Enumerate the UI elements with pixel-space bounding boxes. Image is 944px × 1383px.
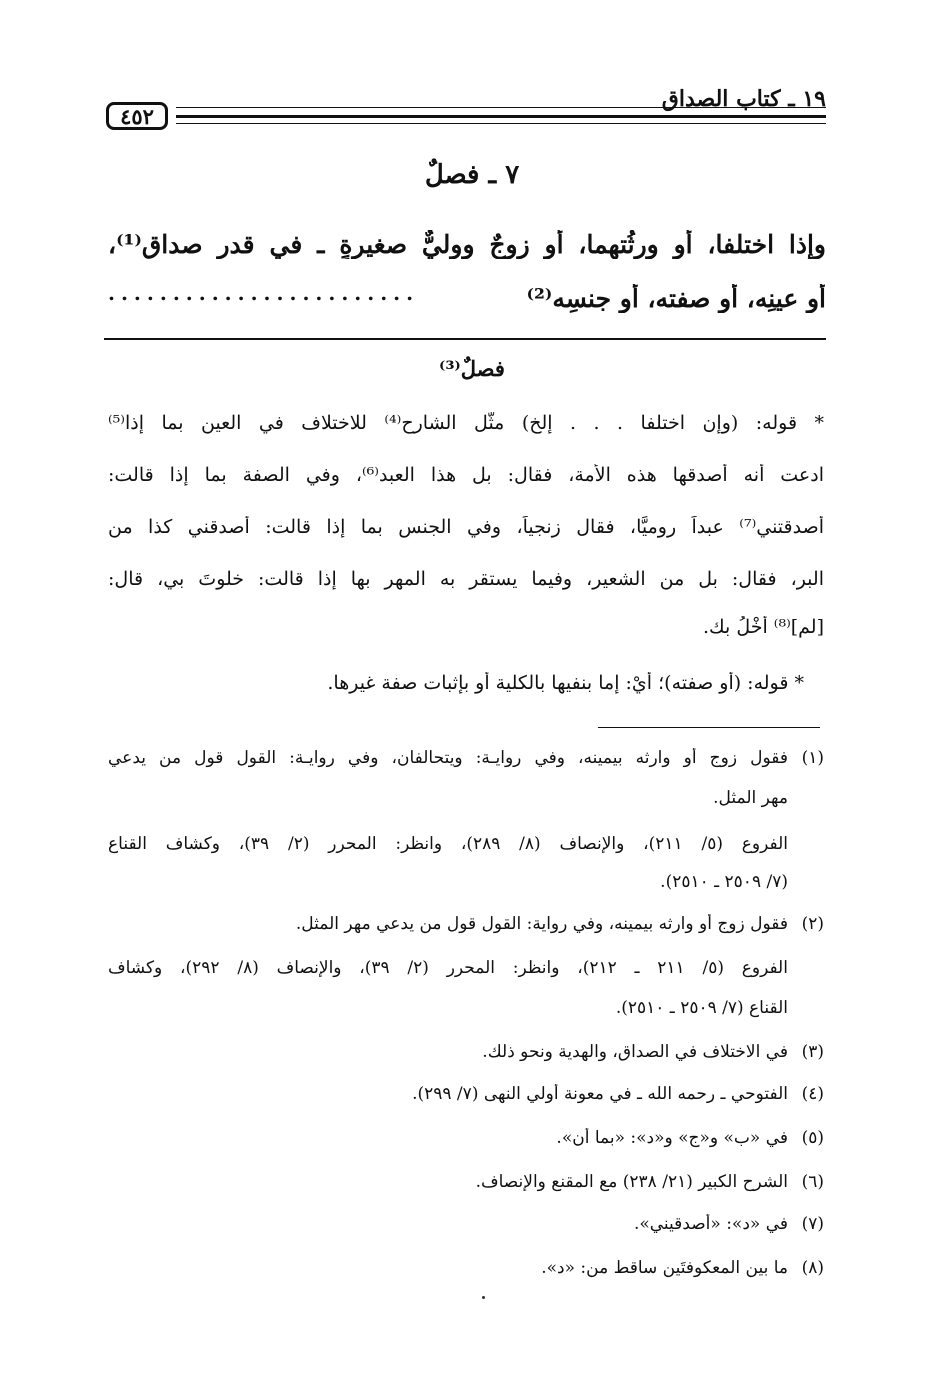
footnote-number: (٣) — [801, 1042, 824, 1062]
footnote-line: ما بين المعكوفتَين ساقط من: «د». — [541, 1258, 788, 1278]
footnote-line: في «د»: «أصدقيني». — [633, 1214, 788, 1234]
header-rule-thick — [176, 115, 826, 118]
footnote-line: الشرح الكبير (٢١/ ٢٣٨) مع المقنع والإنصاف. — [475, 1172, 788, 1192]
footnote-line: فقول زوج أو وارثه بيمينه، وفي روايـة: ويتحالفان، وفي روايـة: القول قول من يدعي — [108, 748, 788, 768]
footnote-number: (٦) — [801, 1172, 824, 1192]
sharh-line: * قوله: (وإن اختلفا . . . إلخ) مثَّل الشارح⁽⁴⁾ للاختلاف في العين بما إذا⁽⁵⁾ — [108, 412, 824, 434]
sharh-heading: فصلٌ⁽³⁾ — [439, 356, 505, 381]
footnote-line: القناع (٧/ ٢٥٠٩ ـ ٢٥١٠). — [615, 998, 788, 1018]
matn-line: وإذا اختلفا، أو ورثُتهما، أو زوجٌ ووليٌّ صغيرةٍ ـ في قدر صداق⁽¹⁾، — [108, 230, 826, 259]
footnote-number: (٧) — [801, 1214, 824, 1234]
footnote-divider — [598, 727, 820, 728]
footnote-number: (١) — [801, 748, 824, 768]
footnote-line: الفروع (٥/ ٢١١ ـ ٢١٢)، وانظر: المحرر (٢/ ٣٩)، والإنصاف (٨/ ٢٩٢)، وكشاف — [108, 958, 788, 978]
matn-divider — [104, 338, 826, 340]
footnote-number: (٨) — [801, 1258, 824, 1278]
sharh-line: ادعت أنه أصدقها هذه الأمة، فقال: بل هذا العبد⁽⁶⁾، وفي الصفة بما إذا قالت: — [108, 464, 824, 486]
header-rule — [176, 123, 826, 124]
page-header — [106, 86, 826, 132]
footnote-line: الفتوحي ـ رحمه الله ـ في معونة أولي النهى (٧/ ٢٩٩). — [412, 1084, 788, 1104]
footnote-line: في «ب» و«ج» و«د»: «بما أن». — [556, 1128, 788, 1148]
footnote-line: (٧/ ٢٥٠٩ ـ ٢٥١٠). — [660, 872, 788, 892]
chapter-title: ١٩ ـ كتاب الصداق — [661, 86, 826, 112]
header-rule — [176, 107, 826, 108]
sharh-line: * قوله: (أو صفته)؛ أيْ: إما بنفيها بالكلية أو بإثبات صفة غيرها. — [327, 672, 804, 694]
matn-line — [108, 284, 826, 313]
matn-text: أو عينِه، أو صفته، أو جنسِه⁽²⁾ — [526, 284, 826, 313]
stray-mark — [482, 1296, 485, 1299]
sharh-line: البر، فقال: بل من الشعير، وفيما يستقر به المهر بها إذا قالت: خلوتَ بي، قال: — [108, 568, 824, 590]
footnote-number: (٥) — [801, 1128, 824, 1148]
footnote-number: (٢) — [801, 914, 824, 934]
page-number: ٤٥٢ — [106, 102, 168, 130]
footnote-line: مهر المثل. — [713, 788, 788, 808]
footnote-line: فقول زوج أو وارثه بيمينه، وفي رواية: القول قول من يدعي مهر المثل. — [295, 914, 788, 934]
section-heading: ٧ ـ فصلٌ — [424, 160, 520, 190]
footnote-number: (٤) — [801, 1084, 824, 1104]
sharh-line: أصدقتني⁽⁷⁾ عبداً روميًّا، فقال زنجياً، وفي الجنس بما إذا قالت: أصدقني كذا من — [108, 516, 824, 538]
sharh-line: [لم]⁽⁸⁾ أَخْلُ بك. — [702, 616, 824, 638]
dot-leader: ........................ — [108, 284, 420, 305]
footnote-line: في الاختلاف في الصداق، والهدية ونحو ذلك. — [482, 1042, 788, 1062]
footnote-line: الفروع (٥/ ٢١١)، والإنصاف (٨/ ٢٨٩)، وانظر: المحرر (٢/ ٣٩)، وكشاف القناع — [108, 834, 788, 854]
